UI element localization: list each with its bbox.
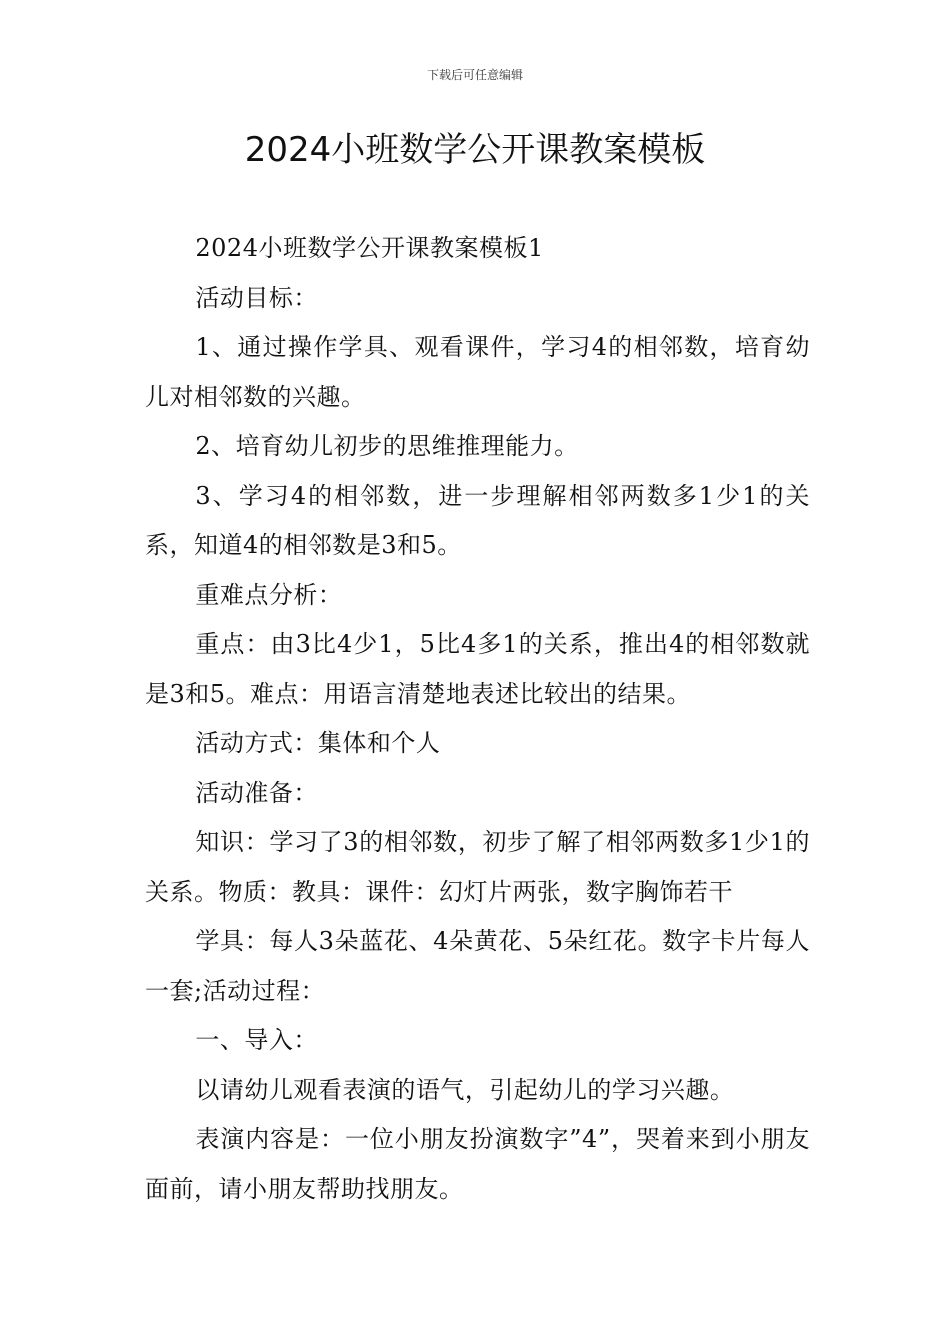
page-header-note: 下载后可任意编辑 bbox=[426, 68, 523, 82]
paragraph-knowledge: 知识：学习了3的相邻数，初步了解了相邻两数多1少1的关系。物质：教具：课件：幻灯片两张，数字胸饰若干 bbox=[145, 828, 810, 906]
paragraph-intro-text: 以请幼儿观看表演的语气，引起幼儿的学习兴趣。 bbox=[195, 1075, 735, 1104]
paragraph-intro-label: 一、导入： bbox=[195, 1026, 318, 1054]
paragraph-preparation-label: 活动准备： bbox=[195, 778, 318, 807]
paragraph-objectives-label: 活动目标： bbox=[195, 283, 318, 312]
paragraph-analysis-label: 重难点分析： bbox=[195, 580, 343, 609]
paragraph-activity-mode: 活动方式：集体和个人 bbox=[195, 729, 441, 757]
paragraph-objective-1: 1、通过操作学具、观看课件，学习4的相邻数，培育幼儿对相邻数的兴趣。 bbox=[145, 333, 810, 411]
document-title: 2024小班数学公开课教案模板 bbox=[244, 130, 706, 170]
paragraph-key-points: 重点：由3比4少1，5比4多1的关系，推出4的相邻数就是3和5。难点：用语言清楚地表述比较出的结果。 bbox=[145, 630, 810, 708]
document-body bbox=[145, 224, 810, 1214]
paragraph-objective-3: 3、学习4的相邻数，进一步理解相邻两数多1少1的关系，知道4的相邻数是3和5。 bbox=[145, 481, 810, 559]
section-heading: 2024小班数学公开课教案模板1 bbox=[195, 234, 544, 262]
paragraph-materials: 学具：每人3朵蓝花、4朵黄花、5朵红花。数字卡片每人一套;活动过程： bbox=[145, 927, 810, 1005]
paragraph-objective-2: 2、培育幼儿初步的思维推理能力。 bbox=[195, 432, 579, 460]
paragraph-performance: 表演内容是：一位小朋友扮演数字”4”，哭着来到小朋友面前，请小朋友帮助找朋友。 bbox=[145, 1125, 810, 1203]
